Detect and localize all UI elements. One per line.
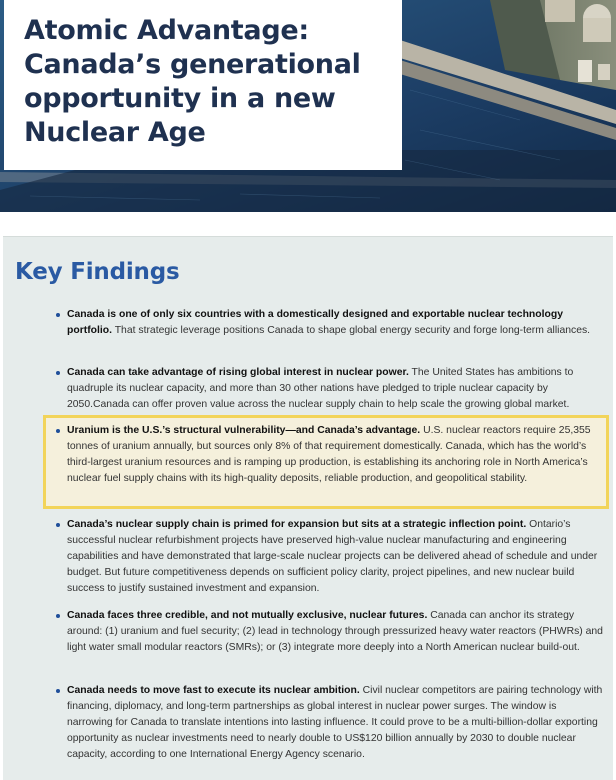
finding-bold: Canada faces three credible, and not mutually exclusive, nuclear futures.: [67, 610, 428, 621]
finding-text: Civil nuclear competitors are pairing technology with financing, diplomacy, and long-term partnerships as global interest in nuclear power surges. The window is narrowing for Canada to translate intentions into lasting influence. It could prove to be a multi-billion-dollar exporting opportunity as nuclear investments need to nearly double to US$120 billion annually by 2030 to double nuclear capacity, according to one International Energy Agency scenario.: [67, 685, 603, 760]
list-item: [67, 423, 603, 487]
finding-text: U.S. nuclear reactors require 25,355 tonnes of uranium annually, but sources only 8% of that requirement domestically. Canada, which has the world’s third-largest uranium resources and is ramping up production, is establishing its anchoring role in North America’s nuclear fuel supply chains with its high-quality deposits, reliable production, and geopolitical stability.: [67, 425, 591, 484]
list-item: [67, 517, 603, 597]
list-item: [67, 683, 603, 763]
page-title: [24, 14, 402, 150]
title-line-2: Canada’s generational: [24, 49, 361, 80]
key-findings-panel: [3, 236, 613, 780]
finding-text: That strategic leverage positions Canada to shape global energy security and forge long-term alliances.: [112, 325, 591, 336]
list-item: [67, 365, 603, 413]
finding-bold: Canada can take advantage of rising global interest in nuclear power.: [67, 367, 409, 378]
list-item: [67, 608, 603, 656]
list-item: [67, 307, 603, 339]
finding-bold: Uranium is the U.S.’s structural vulnerability—and Canada’s advantage.: [67, 425, 421, 436]
finding-bold: Canada’s nuclear supply chain is primed for expansion but sits at a strategic inflection point.: [67, 519, 527, 530]
finding-text: Canada can anchor its strategy around: (1) uranium and fuel security; (2) lead in technology through pressurized heavy water reactors (PHWRs) and light water small modular reactors (SMRs); or (3) integrate more deeply into a North American nuclear build-out.: [67, 610, 603, 653]
title-line-3: opportunity in a new: [24, 83, 336, 114]
finding-text: Ontario’s successful nuclear refurbishment projects have preserved high-value nuclear manufacturing and engineering capabilities and have demonstrated that large-scale nuclear projects can be delivered ahead of schedule and under budget. But future competitiveness depends on sufficient policy clarity, project pipelines, and new nuclear build success to justify sustained investment and expansion.: [67, 519, 598, 594]
finding-text: The United States has ambitions to quadruple its nuclear capacity, and more than 30 other nations have pledged to triple nuclear capacity by 2050.Canada can offer proven value across the nuclear supply chain to help scale the growing global market.: [67, 367, 574, 410]
title-line-4: Nuclear Age: [24, 117, 206, 148]
finding-bold: Canada needs to move fast to execute its nuclear ambition.: [67, 685, 360, 696]
key-findings-heading: Key Findings: [15, 259, 180, 285]
hero-banner: [0, 0, 616, 212]
title-card: [4, 0, 402, 170]
finding-bold: Canada is one of only six countries with a domestically designed and exportable nuclear technology portfolio.: [67, 309, 563, 336]
title-line-1: Atomic Advantage:: [24, 15, 309, 46]
